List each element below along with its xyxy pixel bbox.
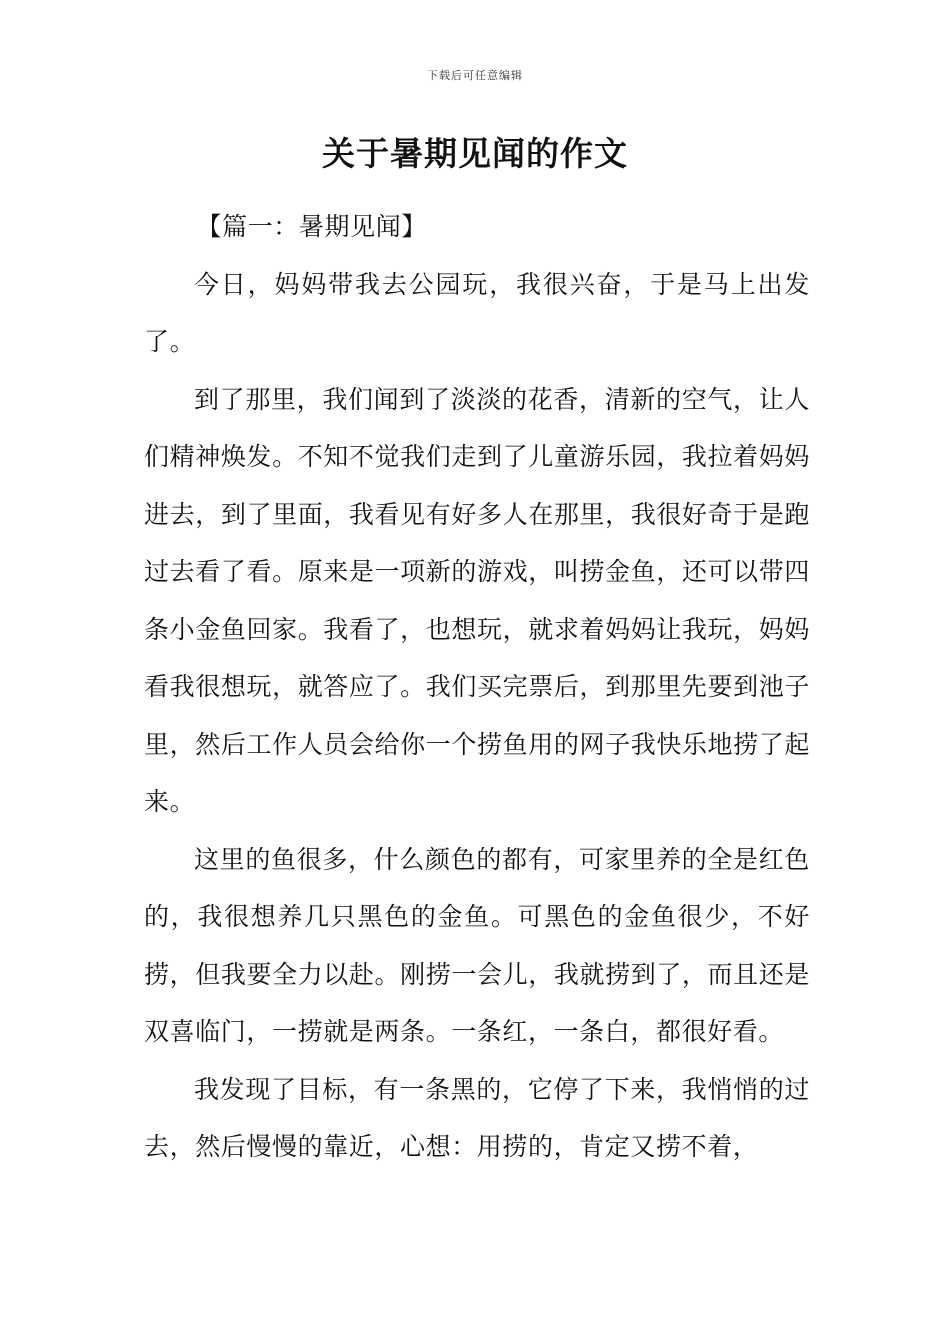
document-title: 关于暑期见闻的作文	[322, 134, 628, 173]
header-note: 下载后可任意编辑	[427, 69, 523, 82]
paragraph: 今日，妈妈带我去公园玩，我很兴奋，于是马上出发了。	[144, 269, 810, 356]
document-body	[144, 198, 810, 1176]
paragraph: 这里的鱼很多，什么颜色的都有，可家里养的全是红色的，我很想养几只黑色的金鱼。可黑色的金鱼很少，不好捞，但我要全力以赴。刚捞一会儿，我就捞到了，而且还是双喜临门，一捞就是两条。一条红，一条白，都很好看。	[144, 844, 810, 1046]
paragraph: 我发现了目标，有一条黑的，它停了下来，我悄悄的过去，然后慢慢的靠近，心想：用捞的，肯定又捞不着，	[144, 1074, 810, 1161]
paragraph: 到了那里，我们闻到了淡淡的花香，清新的空气，让人们精神焕发。不知不觉我们走到了儿童游乐园，我拉着妈妈进去，到了里面，我看见有好多人在那里，我很好奇于是跑过去看了看。原来是一项新的游戏，叫捞金鱼，还可以带四条小金鱼回家。我看了，也想玩，就求着妈妈让我玩，妈妈看我很想玩，就答应了。我们买完票后，到那里先要到池子里，然后工作人员会给你一个捞鱼用的网子我快乐地捞了起来。	[144, 384, 810, 816]
section-heading: 【篇一：暑期见闻】	[196, 212, 427, 241]
